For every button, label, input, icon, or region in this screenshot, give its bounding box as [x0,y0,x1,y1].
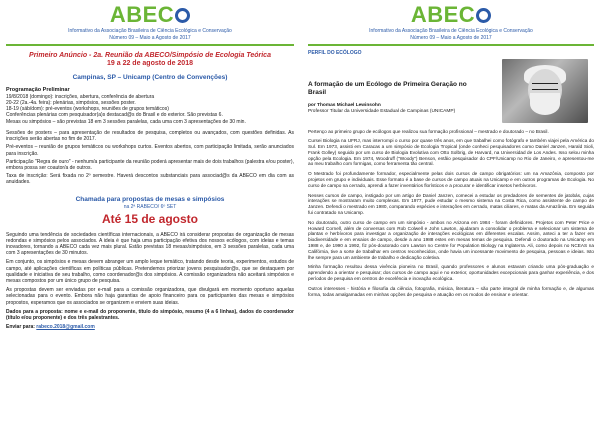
proposal-requirements: Dados para a proposta: nome e e-mail do proponente, título do simpósio, resumo (4 a 6 linhas), dados do coordenador (título e/ou proponente) e dos três palestrantes. [6,308,294,322]
article-paragraph: No doutorado, outro curso de campo em um simpósio - ambos no Arizona em 1984 - foram definidores. Projetos com Peter Price e Howard Cornell, além de conversas com Rob Colwell e John Lawton, ajudaram a consolidar o problema e selecionar um sistema de plantas e herbívoros para investigar a organização de interações ecológicas em diferentes escalas. Assim, anteci a ter a fazer em biodiversidade e em ensaios de campo, desde a ano 1988 estes em mesas temas de pesquisa. Defendi o doutorado na Unicamp em 1988 e, de 1990 a 1992, fiz pós-doutorado com Lawton no Centre for Population Biology na Inglaterra. Ali, como depois no NCEAS na Califórnia, tive a sorte de trabalhar em centros reconhecidos, onde havia um incessante movimento de pesquisa, pessoas e ideias. Isto lhe sempre para um ambiente de trabalho e dedicação coletiva. [308,219,594,260]
call-paragraph: Em conjunto, os simpósios e mesas devem abranger um amplo leque temático, tratando desde teoria, experimentos, estudos de campo, até aplicações científicas em políticas públicas. Pretendemos priorizar jovens pesquisador@s, que se destaquem por qualidade e iniciativa de seu trabalho, como coordenador@s dos simpósios. A comissão organizadora não aceitará simpósios e mesas compostos por um único grupo de pesquisa. [6,259,294,285]
program-line: 19/8/2018 (domingo): inscrições, abertura, conferência de abertura [6,93,155,100]
contact-email-link[interactable]: rabeco.2018@gmail.com [36,324,95,331]
program-line: 20-22 (2a.-4a. feira): plenárias, simpósios, sessões poster. [6,99,136,106]
announcement-place: Campinas, SP – Unicamp (Centro de Convenções) [72,73,228,81]
right-page [300,0,600,424]
article-author [308,103,483,115]
masthead-divider [308,44,594,46]
call-heading: Chamada para propostas de mesas e simpósios [75,195,225,203]
article-paragraph: O Mestrado foi profundamente formador, especialmente pelas dois cursos de campo obrigatórios: um na Amazônia, composto por projetos em grupo e individuais. Esse formato é a base de cursos de campo atuais na Unicamp e em outros programas de Ecologia. No curso de campo na cerrado, aprendi a fazer inventários florísticos e a procurar e identificar insetos herbívoros. [308,171,594,188]
article-paragraph: Pertenço ao primeiro grupo de ecólogos que realizou sua formação profissional – mestrado e doutorado – no Brasil. [308,128,549,134]
masthead-subtitle-1: Informativo da Associação Brasileira de Ciência Ecológica e Conservação [68,28,232,34]
article-paragraph: Minha formação resultou dessa vivência pioneira no Brasil, quando professores e alunos estavam criando uma pós-graduação e aprendendo a orientar e pesquisar; dos cursos de campo aqui e no exterior, oportunidades excepcionais para ganhar experiência, e dos períodos de pesquisa em centros de excelência e inovação ecológica. [308,264,594,282]
call-subheading: na 2ª RABECO/ 6º SET [123,203,177,210]
info-paragraph: Participação "Regra de ouro" - nenhum/a participante da reunião poderá apresentar mais de dois trabalhos (palestra e/ou poster), embora possa ser coautor/a de outros. [6,158,294,171]
masthead-subtitle-2: Número 09 – Maio a Agosto de 2017 [109,34,191,41]
info-paragraph: Pré-eventos – reunião de grupos temáticos ou workshops curtos. Eventos abertos, com participação limitada, serão anunciados para inscrição. [6,144,294,157]
call-paragraph: As propostas devem ser enviadas por e-mail para a comissão organizadora, que divulgará em momento oportuno aquelas selecionadas para o evento. Embora não haja garantias de apoio financeiro para os participantes das mesas e simpósios propostos, esperamos que os associados se organizem e enviem suas ideias. [6,287,294,306]
call-deadline: Até 15 de agosto [101,211,199,226]
announcement-date: 19 a 22 de agosto de 2018 [107,59,193,67]
masthead-left [6,0,294,46]
call-paragraph: Seguindo uma tendência de sociedades científicas internacionais, a ABECO irá considerar propostas de organização de mesas redondas e simpósios pelos associados. A ideia é que haja uma participação efetiva dos nossos ecólogos, com ideias e temas inovadores, tornando a ABECO cada vez mais plural. Estão previstas 18 mesas/simpósios, em 3 sessões paralelas, cada uma com 3 apresentações de 30 minutos. [6,231,294,257]
author-name: por Thomas Michael Lewinsohn [308,102,381,108]
announcement-title: Primeiro Anúncio - 2a. Reunião da ABECO/Simpósio de Ecologia Teórica [29,51,271,59]
info-paragraph: Taxa de inscrição: Será fixada no 2º semestre. Haverá descontos substanciais para associad@s da ABECO em dia com as anuidades. [6,173,294,186]
article-header [308,59,594,123]
program-line: 18-19 (sáb/dom): pré-eventos (workshops, reuniões de grupos temáticos) [6,106,169,113]
contact-line [6,324,294,330]
masthead-right [308,0,594,46]
masthead-subtitle-2: Número 09 – Maio a Agosto de 2017 [410,34,492,41]
logo-ring-icon [476,8,491,23]
masthead-subtitle-1: Informativo da Associação Brasileira de Ciência Ecológica e Conservação [369,28,533,34]
author-photo [502,59,588,123]
article-paragraph: Cursei Biologia na UFRJ, mas interrompi o curso por quase três anos, em que trabalhei como fotógrafo e também viajei pela América do Sul. Em 1973, assisti em Caracas a um simpósio de Ecologia Tropical (onde conheci pesquisadores como Daniel Janzen, Harald Sioli, Frank Golley) seguido por um curso de Biologia Evolutiva com Otto Solbrig, de Harvard, na Universidad de Los Andes. Isso selou minha opção pela Ecologia. Em 1974, Woodruff ("Woody") Benson, entãio pesquisador do CPF/Unicamp no Rio de Janeiro, e apresentou-me ao meu trabalho com formigas, como ferramenta tão central. [308,138,594,167]
abeco-logo: ABEC [6,2,294,28]
program-line: Mesas ou simpósios – são previstas 18 em 3 sessões paralelas, cada uma com 3 apresentações de 30 min. [6,118,246,125]
logo-ring-icon [175,8,190,23]
article-title: A formação de um Ecólogo de Primeira Geração no Brasil [308,80,467,96]
info-paragraph: Sessões de posters – para apresentação de resultados de pesquisa, completos ou avançados, com questões definidas. As inscrições serão abertas no fim de 2017. [6,129,294,143]
article-paragraph: Outros interesses - história e filosofia da ciência, fotografia, música, literatura – são parte integral de minha formação e, de algumas forma, todas amalgamadas em minhas opções de pesquisa e atuação em os modos de ensinar e orientar. [308,285,594,297]
program-line: Conferências plenárias com pesquisador(a)s destacad@s do Brasil e do exterior. São previstas 6. [6,112,223,119]
call-for-proposals [6,196,294,227]
abeco-logo: ABEC [308,2,594,28]
contact-label: Enviar para: [6,324,37,331]
program-heading: Programação Preliminar [6,86,70,93]
masthead-divider [6,44,294,46]
section-tag: PERFIL DO ECÓLOGO [308,49,362,56]
article-paragraph: Nesses cursos de campo, instigado por um artigo de Daniel Janzen, comecei a estudar os predadores de sementes de jatobás, cujas interações se mostraram muito complexas. Em 1977, pude estudar o mesmo sistema na Costa Rica, como assistente de campo de Janzen. Defendi o mestrado em 1980, comparando espécies e interações em cerrado, matas ciliares, e matas da Amazônia. Em seguida fui contratado na Unicamp. [308,192,594,216]
author-affiliation: Professor Titular da Universidade Estadual de Campinas (UNICAMP) [308,108,456,114]
